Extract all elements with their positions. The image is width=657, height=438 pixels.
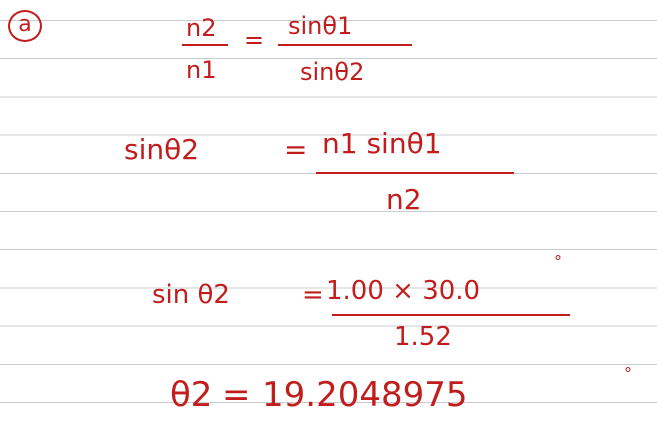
result-value: 19.2048975 (262, 375, 468, 415)
rhs-denominator: sinθ2 (300, 58, 365, 86)
degree-symbol: ° (554, 252, 562, 271)
substituted-numerator: 1.00 × 30.0 (326, 276, 481, 306)
substituted-lhs: sin θ2 (152, 280, 230, 310)
equals-sign: = (284, 133, 308, 166)
part-label: a (18, 12, 32, 37)
lhs-denominator: n1 (186, 56, 217, 84)
lhs-fraction-bar (182, 44, 228, 46)
substituted-fraction-bar (332, 314, 570, 316)
rearranged-denominator: n2 (386, 183, 422, 216)
rearranged-numerator: n1 sinθ1 (322, 127, 442, 160)
equals-sign: = (302, 280, 324, 310)
rearranged-lhs: sinθ2 (124, 133, 200, 166)
equals-sign: = (222, 375, 251, 415)
substituted-denominator: 1.52 (394, 322, 452, 352)
rhs-numerator: sinθ1 (288, 12, 353, 40)
lhs-numerator: n2 (186, 14, 217, 42)
rhs-fraction-bar (278, 44, 412, 46)
rearranged-fraction-bar (316, 172, 514, 174)
degree-symbol: ° (624, 364, 632, 383)
result-lhs: θ2 (170, 375, 213, 415)
equals-sign: = (244, 26, 265, 54)
part-label-circle (8, 10, 42, 42)
